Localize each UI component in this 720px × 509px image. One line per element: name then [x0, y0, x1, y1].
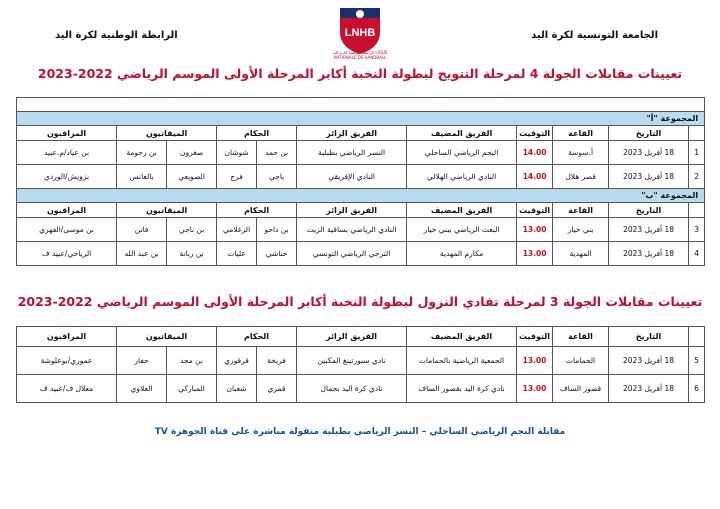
lnhb-logo	[336, 6, 384, 56]
table-row: 1 18 أفريل 2023 أ.سوسة 14.00 النجم الرياضي الساحلي النسر الرياضي بطبلبة بن حمد شوشان صغرون بن رحومة بن عياد/م.عبيد	[17, 141, 705, 165]
col-time: التوقيت	[517, 126, 553, 141]
table-row: 3 18 أفريل 2023 بني خيار 13.00 البعث الرياضي ببني خيار النادي الرياضي بساقية الزيت بن داحو الزغلامي بن ناجي فاتن بن موسى/الفهري	[17, 218, 705, 242]
table-row: 6 18 أفريل 2023 قصور الساف 13.00 نادي كرة اليد بقصور الساف نادي كرة اليد بجمال قمري شعبان المباركي العلاوي معلال ف/عبيد ف	[17, 375, 705, 403]
group-b-label: المجموعة "ب"	[17, 189, 705, 203]
logo-text: LNHB	[344, 27, 376, 39]
col-away: الفريق الزائر	[297, 126, 407, 141]
col-venue: القاعة	[553, 126, 609, 141]
table-row: 5 18 أفريل 2023 الحمامات 13.00 الجمعية الرياضية بالحمامات نادي سبورتينغ المكنين فريخة قرقوري بن مجد حفار عموري/بوعلوشة	[17, 347, 705, 375]
title-relegation: تعيينات مقابلات الجولة 3 لمرحلة تفادي النزول لبطولة النخبة أكابر المرحلة الأولى الموسم الرياضي 2022-2023	[17, 294, 703, 309]
table-row: 2 18 أفريل 2023 قصر هلال 14.00 النادي الرياضي الهلالي النادي الإفريقي باجي فرج الصويعي بالعانس بزويش/الوردي	[17, 165, 705, 189]
col-home: الفريق المضيف	[407, 126, 517, 141]
federation-name: الجامعة التونسية لكرة اليد	[531, 30, 658, 41]
group-a-label: المجموعة "أ"	[17, 112, 705, 126]
col-referees: الحكام	[217, 126, 297, 141]
table-row: 4 18 أفريل 2023 المهدية 13.00 مكارم المهدية الترجي الرياضي التونسي حناشي عليات بن ربانة بن عبد الله الرياحي/عبيد ف	[17, 242, 705, 266]
logo-subtitle: الرابطة الوطنية لكرة اليد LIGUE NATIONALE DE HANDBALL	[332, 50, 388, 60]
playoff-table: المجموعة "أ" التاريخ القاعة التوقيت الفريق المضيف الفريق الزائر الحكام الميقاتيون المراقبون 1 18 أفريل 2023 أ.سوسة 14.00 النجم الرياضي الساحلي النسر الرياضي بطبلبة بن حمد شوشان صغرون بن رحومة بن عياد/م.عبيد 2 18 أفريل 2023 قصر هلال 14.00 النادي الرياضي الهلالي النادي الإفريقي باجي فرج الصويعي بالعانس بزويش/الوردي المجموعة "ب" التاريخ القاعة التوقيت الفريق المضيف الفريق الزائر الحكام الميقاتيون المراقبون 3 18 أفريل 2023 بني خيار 13.00 البعث الرياضي ببني خيار النادي الرياضي بساقية الزيت بن داحو الزغلامي بن ناجي فاتن بن موسى/الفهري 4 18 أفريل 2023 المهدية 13.00 مكارم المهدية الترجي الرياضي التونسي حناشي عليات بن ربانة بن عبد الله الرياحي/عبيد ف	[16, 97, 705, 266]
relegation-table: التاريخ القاعة التوقيت الفريق المضيف الفريق الزائر الحكام الميقاتيون المراقبون 5 18 أفريل 2023 الحمامات 13.00 الجمعية الرياضية بالحمامات نادي سبورتينغ المكنين فريخة قرقوري بن مجد حفار عموري/بوعلوشة 6 18 أفريل 2023 قصور الساف 13.00 نادي كرة اليد بقصور الساف نادي كرة اليد بجمال قمري شعبان المباركي العلاوي معلال ف/عبيد ف	[16, 326, 705, 403]
col-date: التاريخ	[609, 126, 689, 141]
col-observers: المراقبون	[17, 126, 117, 141]
league-name: الرابطة الوطنية لكرة اليد	[55, 30, 178, 41]
col-timekeepers: الميقاتيون	[117, 126, 217, 141]
title-playoff: تعيينات مقابلات الجولة 4 لمرحلة التتويج لبطولة النخبة أكابر المرحلة الأولى الموسم الرياضي 2022-2023	[37, 66, 683, 81]
broadcast-note: مقابلة النجم الرياضي الساحلي – النسر الرياضي بطبلبة منقولة مباشرة على قناة الجوهرة TV	[154, 427, 566, 437]
